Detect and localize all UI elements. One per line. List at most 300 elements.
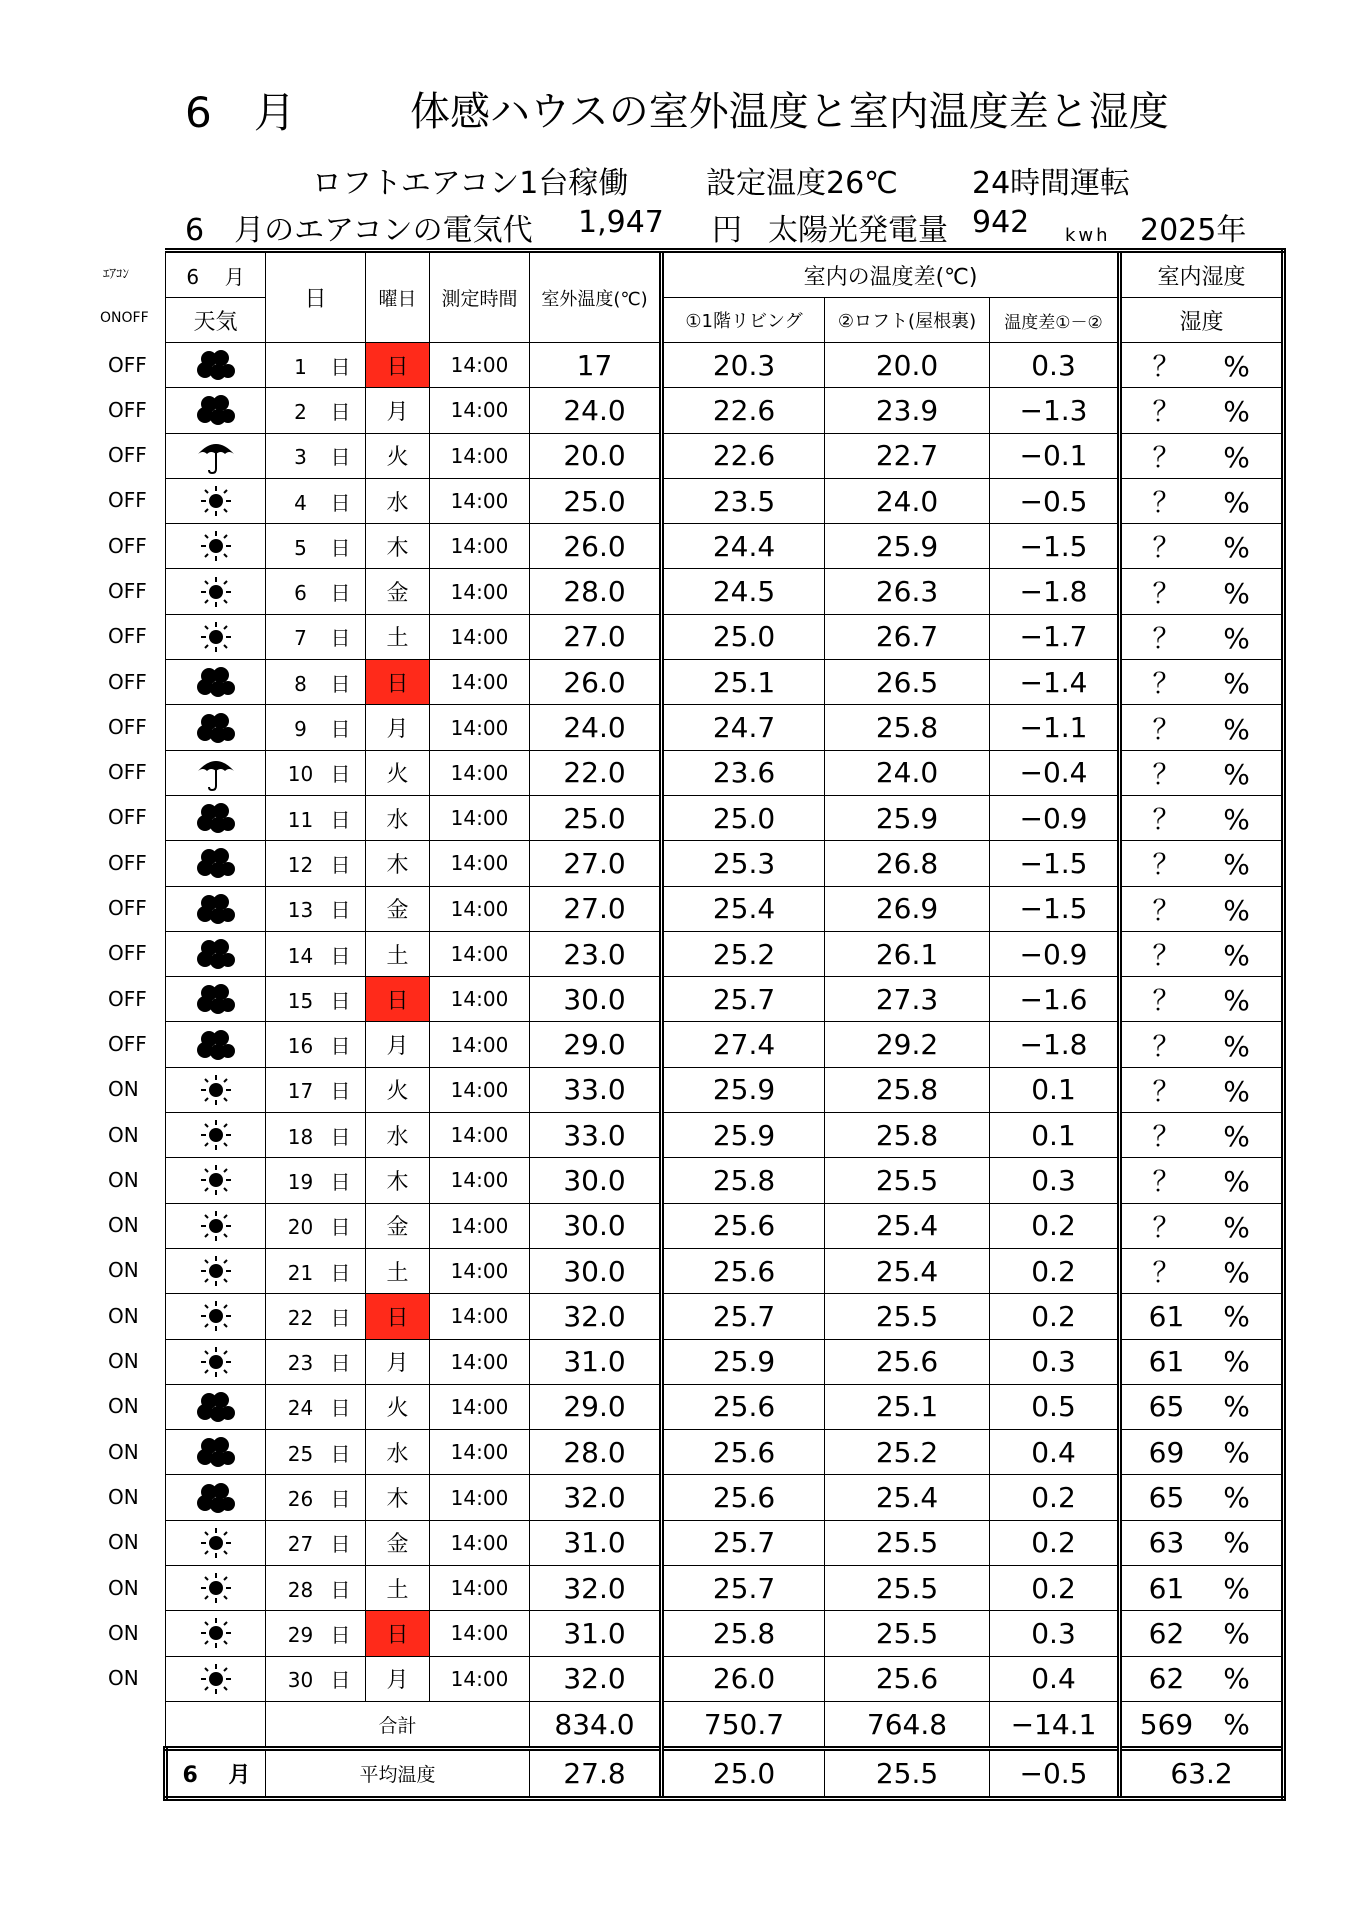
diff-cell: −1.1 xyxy=(990,705,1120,750)
time-cell: 14:00 xyxy=(430,1067,530,1112)
weather-cell xyxy=(166,1339,266,1384)
living-temp-cell: 25.6 xyxy=(662,1430,825,1475)
onoff-cell: OFF xyxy=(108,1031,147,1056)
time-cell: 14:00 xyxy=(430,343,530,388)
humidity-cell: ？ % xyxy=(1120,795,1284,840)
outdoor-temp-cell: 29.0 xyxy=(530,1022,662,1067)
living-temp-cell: 25.9 xyxy=(662,1339,825,1384)
outdoor-temp-cell: 29.0 xyxy=(530,1384,662,1429)
living-temp-cell: 20.3 xyxy=(662,343,825,388)
time-cell: 14:00 xyxy=(430,569,530,614)
total-label: 合計 xyxy=(266,1701,530,1748)
table-row xyxy=(163,931,1284,976)
outdoor-temp-cell: 30.0 xyxy=(530,1158,662,1203)
onoff-cell: ON xyxy=(108,1575,139,1600)
onoff-cell: OFF xyxy=(108,533,147,558)
living-temp-cell: 25.7 xyxy=(662,1566,825,1611)
time-cell: 14:00 xyxy=(430,1248,530,1293)
time-cell: 14:00 xyxy=(430,1158,530,1203)
weather-cell xyxy=(166,931,266,976)
weather-cell xyxy=(166,1294,266,1339)
humidity-cell: ？ % xyxy=(1120,614,1284,659)
time-cell: 14:00 xyxy=(430,1475,530,1520)
loft-temp-cell: 26.9 xyxy=(825,886,990,931)
diff-cell: 0.2 xyxy=(990,1203,1120,1248)
data-table xyxy=(100,248,1286,1801)
outdoor-temp-cell: 30.0 xyxy=(530,977,662,1022)
outdoor-temp-cell: 32.0 xyxy=(530,1294,662,1339)
time-cell: 14:00 xyxy=(430,388,530,433)
humidity-cell: 61 % xyxy=(1120,1339,1284,1384)
weekday-cell: 月 xyxy=(366,705,430,750)
table-row xyxy=(163,1067,1284,1112)
day-cell: 6 日 xyxy=(266,569,366,614)
onoff-cell: OFF xyxy=(108,805,147,830)
weather-cell xyxy=(166,1566,266,1611)
weekday-cell: 土 xyxy=(366,1248,430,1293)
operation-info: 24時間運転 xyxy=(972,166,1131,201)
day-cell: 3 日 xyxy=(266,433,366,478)
living-temp-cell: 25.8 xyxy=(662,1158,825,1203)
day-cell: 10 日 xyxy=(266,750,366,795)
cloudy-icon xyxy=(194,800,238,836)
onoff-cell: OFF xyxy=(108,578,147,603)
onoff-cell: ON xyxy=(108,1620,139,1645)
weather-cell xyxy=(166,977,266,1022)
diff-cell: 0.3 xyxy=(990,1158,1120,1203)
outdoor-temp-cell: 20.0 xyxy=(530,433,662,478)
day-cell: 15 日 xyxy=(266,977,366,1022)
table-row xyxy=(163,1475,1284,1520)
outdoor-temp-cell: 31.0 xyxy=(530,1339,662,1384)
living-temp-cell: 25.6 xyxy=(662,1475,825,1520)
outdoor-temp-cell: 33.0 xyxy=(530,1067,662,1112)
living-temp-cell: 22.6 xyxy=(662,433,825,478)
day-cell: 30 日 xyxy=(266,1656,366,1701)
average-diff: −0.5 xyxy=(990,1749,1120,1798)
outdoor-temp-cell: 27.0 xyxy=(530,614,662,659)
sun-icon xyxy=(194,1525,238,1561)
onoff-cell: OFF xyxy=(108,443,147,468)
outdoor-temp-cell: 30.0 xyxy=(530,1248,662,1293)
weather-cell xyxy=(166,1656,266,1701)
day-cell: 24 日 xyxy=(266,1384,366,1429)
onoff-cell: ON xyxy=(108,1167,139,1192)
cloudy-icon xyxy=(194,845,238,881)
weekday-cell: 水 xyxy=(366,478,430,523)
loft-temp-cell: 25.1 xyxy=(825,1384,990,1429)
weather-cell xyxy=(166,614,266,659)
loft-temp-cell: 27.3 xyxy=(825,977,990,1022)
humidity-cell: 65 % xyxy=(1120,1384,1284,1429)
diff-cell: −1.8 xyxy=(990,569,1120,614)
outdoor-temp-cell: 32.0 xyxy=(530,1475,662,1520)
sun-icon xyxy=(194,1661,238,1697)
time-cell: 14:00 xyxy=(430,478,530,523)
day-cell: 17 日 xyxy=(266,1067,366,1112)
table-row xyxy=(163,1113,1284,1158)
humidity-cell: ？ % xyxy=(1120,886,1284,931)
weekday-cell: 火 xyxy=(366,1384,430,1429)
time-cell: 14:00 xyxy=(430,1113,530,1158)
onoff-cell: OFF xyxy=(108,760,147,785)
onoff-cell: ON xyxy=(108,1213,139,1238)
day-cell: 1 日 xyxy=(266,343,366,388)
onoff-cell: OFF xyxy=(108,624,147,649)
loft-temp-cell: 25.6 xyxy=(825,1656,990,1701)
loft-temp-cell: 25.5 xyxy=(825,1611,990,1656)
cloudy-icon xyxy=(194,710,238,746)
loft-temp-cell: 25.9 xyxy=(825,795,990,840)
loft-temp-cell: 25.5 xyxy=(825,1158,990,1203)
loft-temp-cell: 26.1 xyxy=(825,931,990,976)
cost-yen: 円 xyxy=(712,213,742,248)
weekday-cell: 水 xyxy=(366,1113,430,1158)
living-temp-cell: 27.4 xyxy=(662,1022,825,1067)
average-label: 平均温度 xyxy=(266,1749,530,1798)
table-row xyxy=(163,1566,1284,1611)
humidity-cell: ？ % xyxy=(1120,1248,1284,1293)
table-row xyxy=(163,1339,1284,1384)
time-cell: 14:00 xyxy=(430,433,530,478)
time-cell: 14:00 xyxy=(430,841,530,886)
weekday-cell: 水 xyxy=(366,1430,430,1475)
weekday-cell: 木 xyxy=(366,1475,430,1520)
table-row xyxy=(163,795,1284,840)
outdoor-temp-cell: 17 xyxy=(530,343,662,388)
diff-cell: −1.8 xyxy=(990,1022,1120,1067)
onoff-cell: OFF xyxy=(108,850,147,875)
day-cell: 25 日 xyxy=(266,1430,366,1475)
time-cell: 14:00 xyxy=(430,1520,530,1565)
table-row xyxy=(163,1384,1284,1429)
cloudy-icon xyxy=(194,1027,238,1063)
sun-icon xyxy=(194,619,238,655)
living-temp-cell: 25.6 xyxy=(662,1203,825,1248)
onoff-cell: ON xyxy=(108,1530,139,1555)
outdoor-temp-cell: 31.0 xyxy=(530,1611,662,1656)
cloudy-icon xyxy=(194,347,238,383)
weekday-cell: 火 xyxy=(366,1067,430,1112)
onoff-cell: ON xyxy=(108,1439,139,1464)
humidity-cell: 61 % xyxy=(1120,1566,1284,1611)
humidity-cell: 69 % xyxy=(1120,1430,1284,1475)
onoff-cell: ON xyxy=(108,1394,139,1419)
humidity-cell: ？ % xyxy=(1120,569,1284,614)
table-row xyxy=(163,614,1284,659)
onoff-cell: ON xyxy=(108,1303,139,1328)
umbrella-icon xyxy=(194,755,238,791)
month-header-cell: 6 月 xyxy=(166,251,266,298)
weather-cell xyxy=(166,1113,266,1158)
time-cell: 14:00 xyxy=(430,1430,530,1475)
onoff-cell: ON xyxy=(108,1258,139,1283)
diff-cell: −0.5 xyxy=(990,478,1120,523)
time-cell: 14:00 xyxy=(430,1566,530,1611)
loft-temp-cell: 24.0 xyxy=(825,478,990,523)
humidity-cell: ？ % xyxy=(1120,478,1284,523)
cloudy-icon xyxy=(194,664,238,700)
humidity-cell: 65 % xyxy=(1120,1475,1284,1520)
weather-cell xyxy=(166,433,266,478)
outdoor-temp-cell: 26.0 xyxy=(530,660,662,705)
umbrella-icon xyxy=(194,438,238,474)
diff-cell: −1.7 xyxy=(990,614,1120,659)
loft-temp-cell: 20.0 xyxy=(825,343,990,388)
diff-cell: −1.6 xyxy=(990,977,1120,1022)
living-temp-cell: 26.0 xyxy=(662,1656,825,1701)
outdoor-temp-cell: 28.0 xyxy=(530,1430,662,1475)
diff-cell: 0.1 xyxy=(990,1067,1120,1112)
aircon-info: ロフトエアコン1台稼働 xyxy=(312,166,629,201)
diff-cell: −1.5 xyxy=(990,841,1120,886)
living-temp-cell: 25.4 xyxy=(662,886,825,931)
total-row xyxy=(163,1701,1284,1748)
day-cell: 18 日 xyxy=(266,1113,366,1158)
table-row xyxy=(163,569,1284,614)
loft-temp-cell: 26.7 xyxy=(825,614,990,659)
loft-temp-cell: 23.9 xyxy=(825,388,990,433)
loft-temp-cell: 25.8 xyxy=(825,1113,990,1158)
diff-cell: −0.9 xyxy=(990,931,1120,976)
outdoor-temp-cell: 23.0 xyxy=(530,931,662,976)
table-row xyxy=(163,433,1284,478)
weekday-cell: 日 xyxy=(366,977,430,1022)
onoff-cell: OFF xyxy=(108,896,147,921)
humidity-header: 湿度 xyxy=(1120,298,1284,343)
time-cell: 14:00 xyxy=(430,660,530,705)
humidity-cell: ？ % xyxy=(1120,433,1284,478)
humidity-cell: 62 % xyxy=(1120,1611,1284,1656)
diff-cell: 0.2 xyxy=(990,1475,1120,1520)
humidity-cell: ？ % xyxy=(1120,931,1284,976)
weekday-cell: 月 xyxy=(366,1656,430,1701)
title-main: 体感ハウスの室外温度と室内温度差と湿度 xyxy=(410,89,1169,135)
loft-temp-cell: 25.4 xyxy=(825,1475,990,1520)
solar-value: 942 xyxy=(972,205,1030,240)
solar-unit: kwh xyxy=(1065,225,1111,246)
weekday-cell: 土 xyxy=(366,1566,430,1611)
weather-cell xyxy=(166,1158,266,1203)
table-row xyxy=(163,1203,1284,1248)
loft-temp-cell: 25.6 xyxy=(825,1339,990,1384)
solar-label: 太陽光発電量 xyxy=(768,213,948,248)
onoff-header: ONOFF xyxy=(100,309,149,326)
time-cell: 14:00 xyxy=(430,1294,530,1339)
table-row xyxy=(163,660,1284,705)
diff-cell: 0.2 xyxy=(990,1248,1120,1293)
diff-cell: 0.4 xyxy=(990,1430,1120,1475)
day-cell: 21 日 xyxy=(266,1248,366,1293)
diff-cell: −0.4 xyxy=(990,750,1120,795)
humidity-cell: ？ % xyxy=(1120,1203,1284,1248)
weekday-cell: 木 xyxy=(366,524,430,569)
day-cell: 16 日 xyxy=(266,1022,366,1067)
weekday-header: 曜日 xyxy=(366,251,430,343)
cloudy-icon xyxy=(194,392,238,428)
outdoor-temp-cell: 32.0 xyxy=(530,1566,662,1611)
table-row xyxy=(163,841,1284,886)
diff-cell: 0.3 xyxy=(990,1339,1120,1384)
humidity-cell: ？ % xyxy=(1120,1022,1284,1067)
humidity-group-header: 室内湿度 xyxy=(1120,251,1284,298)
sun-icon xyxy=(194,1072,238,1108)
sun-icon xyxy=(194,1117,238,1153)
weather-cell xyxy=(166,1475,266,1520)
living-temp-cell: 24.5 xyxy=(662,569,825,614)
loft-temp-cell: 25.5 xyxy=(825,1566,990,1611)
onoff-cell: OFF xyxy=(108,941,147,966)
loft-temp-cell: 25.2 xyxy=(825,1430,990,1475)
total-humidity: 569 % xyxy=(1120,1701,1284,1748)
onoff-cell: ON xyxy=(108,1349,139,1374)
onoff-cell: ON xyxy=(108,1484,139,1509)
onoff-cell: ON xyxy=(108,1077,139,1102)
cloudy-icon xyxy=(194,1389,238,1425)
table-row xyxy=(163,388,1284,433)
living-temp-cell: 25.9 xyxy=(662,1067,825,1112)
loft-temp-cell: 29.2 xyxy=(825,1022,990,1067)
sun-icon xyxy=(194,574,238,610)
loft-temp-cell: 25.4 xyxy=(825,1203,990,1248)
weekday-cell: 月 xyxy=(366,1339,430,1384)
total-loft: 764.8 xyxy=(825,1701,990,1748)
living-temp-cell: 25.2 xyxy=(662,931,825,976)
humidity-cell: ？ % xyxy=(1120,660,1284,705)
cloudy-icon xyxy=(194,1434,238,1470)
onoff-cell: OFF xyxy=(108,352,147,377)
average-loft: 25.5 xyxy=(825,1749,990,1798)
weather-cell xyxy=(166,1022,266,1067)
table-row xyxy=(163,478,1284,523)
diff-cell: −0.1 xyxy=(990,433,1120,478)
table-row xyxy=(163,343,1284,388)
outdoor-temp-cell: 27.0 xyxy=(530,886,662,931)
page-title xyxy=(0,80,1357,140)
weather-cell xyxy=(166,524,266,569)
living-temp-cell: 25.1 xyxy=(662,660,825,705)
weather-cell xyxy=(166,1067,266,1112)
outdoor-header: 室外温度(℃) xyxy=(530,251,662,343)
loft-temp-cell: 24.0 xyxy=(825,750,990,795)
time-cell: 14:00 xyxy=(430,1611,530,1656)
outdoor-temp-cell: 22.0 xyxy=(530,750,662,795)
cost-label: 6 月のエアコンの電気代 xyxy=(185,213,533,248)
cloudy-icon xyxy=(194,891,238,927)
weekday-cell: 水 xyxy=(366,795,430,840)
onoff-cell: ON xyxy=(108,1666,139,1691)
humidity-cell: ？ % xyxy=(1120,750,1284,795)
time-cell: 14:00 xyxy=(430,795,530,840)
time-cell: 14:00 xyxy=(430,1656,530,1701)
sun-icon xyxy=(194,1253,238,1289)
onoff-cell: OFF xyxy=(108,669,147,694)
loft-temp-cell: 26.5 xyxy=(825,660,990,705)
time-cell: 14:00 xyxy=(430,614,530,659)
time-cell: 14:00 xyxy=(430,931,530,976)
living-temp-cell: 25.3 xyxy=(662,841,825,886)
diff-cell: 0.2 xyxy=(990,1520,1120,1565)
weather-header: 天気 xyxy=(166,298,266,343)
table-row xyxy=(163,1022,1284,1067)
weekday-cell: 日 xyxy=(366,343,430,388)
day-cell: 29 日 xyxy=(266,1611,366,1656)
diff-cell: 0.3 xyxy=(990,343,1120,388)
weekday-cell: 月 xyxy=(366,1022,430,1067)
living-temp-cell: 23.5 xyxy=(662,478,825,523)
day-cell: 5 日 xyxy=(266,524,366,569)
day-cell: 20 日 xyxy=(266,1203,366,1248)
average-living: 25.0 xyxy=(662,1749,825,1798)
day-cell: 4 日 xyxy=(266,478,366,523)
table-row xyxy=(163,1611,1284,1656)
time-cell: 14:00 xyxy=(430,886,530,931)
humidity-cell: ？ % xyxy=(1120,388,1284,433)
weekday-cell: 土 xyxy=(366,931,430,976)
diff-cell: 0.1 xyxy=(990,1113,1120,1158)
weather-cell xyxy=(166,705,266,750)
living-temp-cell: 24.7 xyxy=(662,705,825,750)
humidity-cell: 63 % xyxy=(1120,1520,1284,1565)
onoff-cell: OFF xyxy=(108,397,147,422)
weekday-cell: 火 xyxy=(366,750,430,795)
living-temp-cell: 25.8 xyxy=(662,1611,825,1656)
loft-temp-cell: 25.8 xyxy=(825,705,990,750)
weather-cell xyxy=(166,660,266,705)
day-cell: 9 日 xyxy=(266,705,366,750)
diff-cell: −1.5 xyxy=(990,524,1120,569)
time-cell: 14:00 xyxy=(430,1203,530,1248)
sun-icon xyxy=(194,528,238,564)
day-cell: 7 日 xyxy=(266,614,366,659)
outdoor-temp-cell: 33.0 xyxy=(530,1113,662,1158)
weekday-cell: 金 xyxy=(366,569,430,614)
weekday-cell: 火 xyxy=(366,433,430,478)
weather-cell xyxy=(166,1203,266,1248)
outdoor-temp-cell: 26.0 xyxy=(530,524,662,569)
time-cell: 14:00 xyxy=(430,1339,530,1384)
table-row xyxy=(163,1158,1284,1203)
living-temp-cell: 25.7 xyxy=(662,977,825,1022)
table-row xyxy=(163,1294,1284,1339)
table-row xyxy=(163,750,1284,795)
weather-cell xyxy=(166,1520,266,1565)
diff-cell: −1.3 xyxy=(990,388,1120,433)
cost-value: 1,947 xyxy=(578,205,664,240)
humidity-cell: ？ % xyxy=(1120,705,1284,750)
total-living: 750.7 xyxy=(662,1701,825,1748)
table-row xyxy=(163,886,1284,931)
total-outdoor: 834.0 xyxy=(530,1701,662,1748)
onoff-cell: OFF xyxy=(108,714,147,739)
sun-icon xyxy=(194,1615,238,1651)
diff-cell: 0.5 xyxy=(990,1384,1120,1429)
humidity-cell: ？ % xyxy=(1120,1113,1284,1158)
total-blank xyxy=(166,1701,266,1748)
diff-cell: 0.4 xyxy=(990,1656,1120,1701)
day-cell: 23 日 xyxy=(266,1339,366,1384)
sun-icon xyxy=(194,483,238,519)
cloudy-icon xyxy=(194,981,238,1017)
total-diff: −14.1 xyxy=(990,1701,1120,1748)
day-cell: 11 日 xyxy=(266,795,366,840)
average-humidity: 63.2 xyxy=(1120,1749,1284,1798)
loft-temp-cell: 25.5 xyxy=(825,1294,990,1339)
living-temp-cell: 23.6 xyxy=(662,750,825,795)
cloudy-icon xyxy=(194,1480,238,1516)
living-header: ①1階リビング xyxy=(662,298,825,343)
weather-cell xyxy=(166,1248,266,1293)
